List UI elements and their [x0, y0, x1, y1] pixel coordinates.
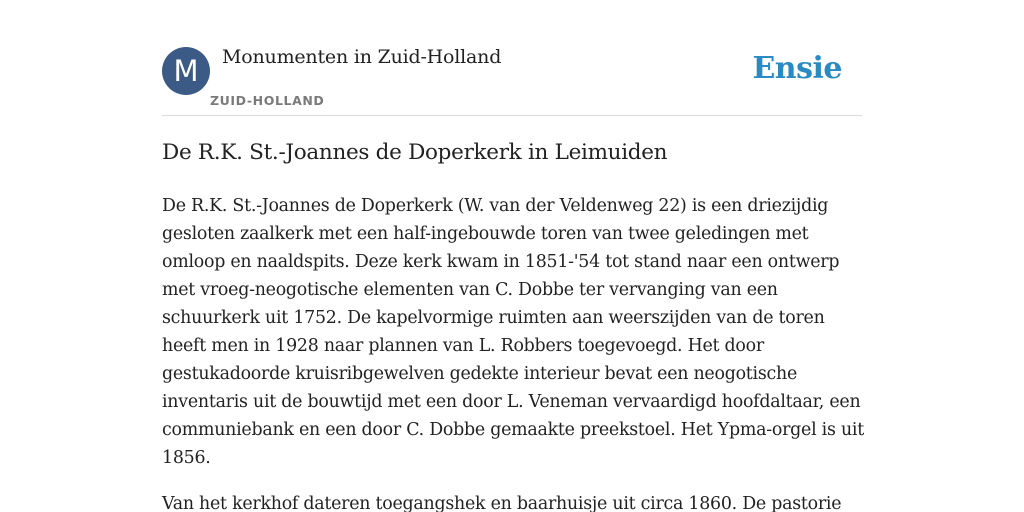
source-category-label: ZUID-HOLLAND: [210, 93, 325, 108]
article-title: De R.K. St.-Joannes de Doperkerk in Leimuiden: [162, 140, 668, 165]
brand-logo[interactable]: Ensie: [752, 51, 842, 86]
article-paragraph: De R.K. St.-Joannes de Doperkerk (W. van der Veldenweg 22) is een driezijdig gesloten zaalkerk met een half-ingebouwde toren van twee geledingen met omloop en naaldspits. Deze kerk kwam in 1851-'54 tot stand naar een ontwerp met vroeg-neogotische elementen van C. Dobbe ter vervanging van een schuurkerk uit 1752. De kapelvormige ruimten aan weerszijden van de toren heeft men in 1928 naar plannen van L. Robbers toegevoegd. Het door gestukadoorde kruisribgewelven gedekte interieur bevat een neogotische inventaris uit de bouwtijd met een door L. Veneman vervaardigd hoofdaltaar, een communiebank en een door C. Dobbe gemaakte preekstoel. Het Ypma-orgel is uit 1856.: [162, 196, 864, 468]
article-body: [162, 192, 864, 512]
source-avatar[interactable]: M: [162, 47, 210, 95]
header-divider: [162, 115, 862, 116]
header: [162, 46, 862, 116]
article-paragraph: Van het kerkhof dateren toegangshek en baarhuisje uit circa 1860. De pastorie: [162, 494, 842, 512]
source-title-link[interactable]: Monumenten in Zuid-Holland: [222, 46, 502, 68]
